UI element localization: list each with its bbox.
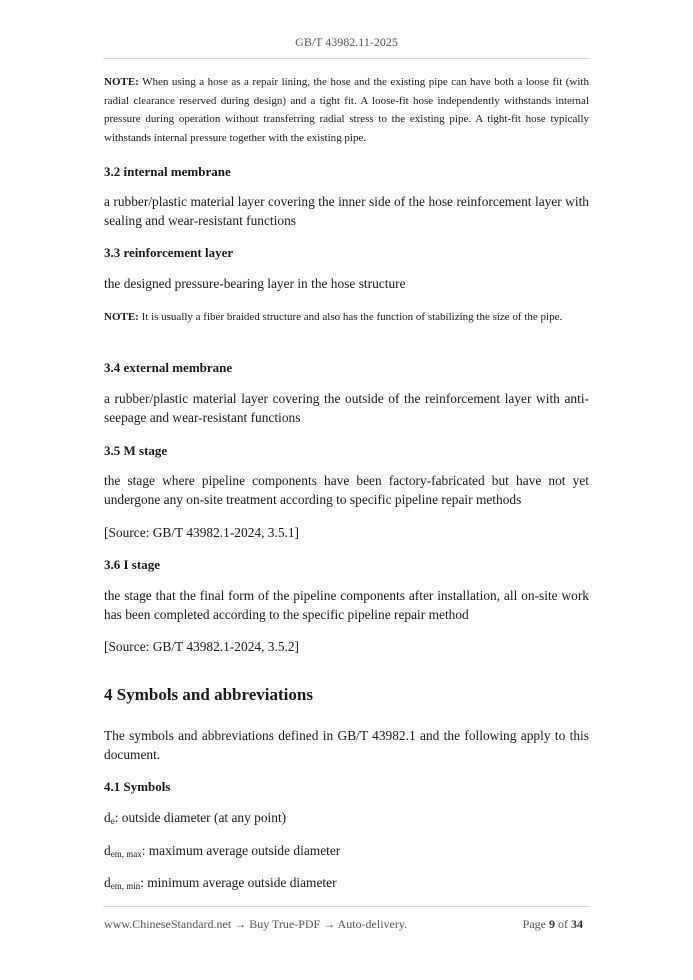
heading-3-3: 3.3 reinforcement layer <box>104 245 234 260</box>
page-number: Page 9 of 34 <box>522 917 583 931</box>
definition-3-3: the designed pressure-bearing layer in the hose structure <box>104 276 406 291</box>
heading-3-2: 3.2 internal membrane <box>104 164 231 179</box>
definition-3-5: the stage where pipeline components have been factory-fabricated but have not yet undergone any on-site treatment according to specific pipeline repair methods <box>104 473 589 507</box>
note-label: NOTE: <box>104 311 139 323</box>
symbol-dem-max: $d_{em, max}$: maximum average outside diameter <box>104 843 341 859</box>
footer-link[interactable]: www.ChineseStandard.net → Buy True-PDF → Auto-delivery. <box>104 917 408 931</box>
note-label: NOTE: <box>104 76 139 88</box>
footer-divider <box>103 906 590 907</box>
note-reinforcement <box>104 308 589 327</box>
note-hose-fit <box>104 73 589 147</box>
source-3-5: [Source: GB/T 43982.1-2024, 3.5.1] <box>104 525 300 540</box>
definition-3-6: the stage that the final form of the pipeline components after installation, all on-site work has been completed according to the specific pipeline repair method <box>104 588 589 622</box>
source-3-6: [Source: GB/T 43982.1-2024, 3.5.2] <box>104 639 300 654</box>
definition-3-2: a rubber/plastic material layer covering the inner side of the hose reinforcement layer with sealing and wear-resistant functions <box>104 194 589 228</box>
symbol-dem-min: $d_{em, min}$: minimum average outside diameter <box>104 875 337 891</box>
definition-3-4: a rubber/plastic material layer covering the outside of the reinforcement layer with anti-seepage and wear-resistant functions <box>104 391 589 425</box>
heading-4: 4 Symbols and abbreviations <box>104 685 313 704</box>
note-text: It is usually a fiber braided structure and also has the function of stabilizing the size of the pipe. <box>141 311 563 323</box>
header-divider <box>103 58 590 59</box>
heading-3-6: 3.6 I stage <box>104 557 160 572</box>
heading-3-5: 3.5 M stage <box>104 443 168 458</box>
intro-4: The symbols and abbreviations defined in GB/T 43982.1 and the following apply to this document. <box>104 728 589 762</box>
heading-3-4: 3.4 external membrane <box>104 360 233 375</box>
symbol-de: $d_e$: outside diameter (at any point) <box>104 810 287 826</box>
heading-4-1: 4.1 Symbols <box>104 779 171 794</box>
note-text: When using a hose as a repair lining, the hose and the existing pipe can have both a loose fit (with radial clearance reserved during design) and a tight fit. A loose-fit hose independently withstands internal pressure during operation without transferring radial stress to the existing pipe. A tight-fit hose typically withstands internal pressure together with the existing pipe. <box>104 76 589 144</box>
running-header: GB/T 43982.11-2025 <box>295 35 398 49</box>
